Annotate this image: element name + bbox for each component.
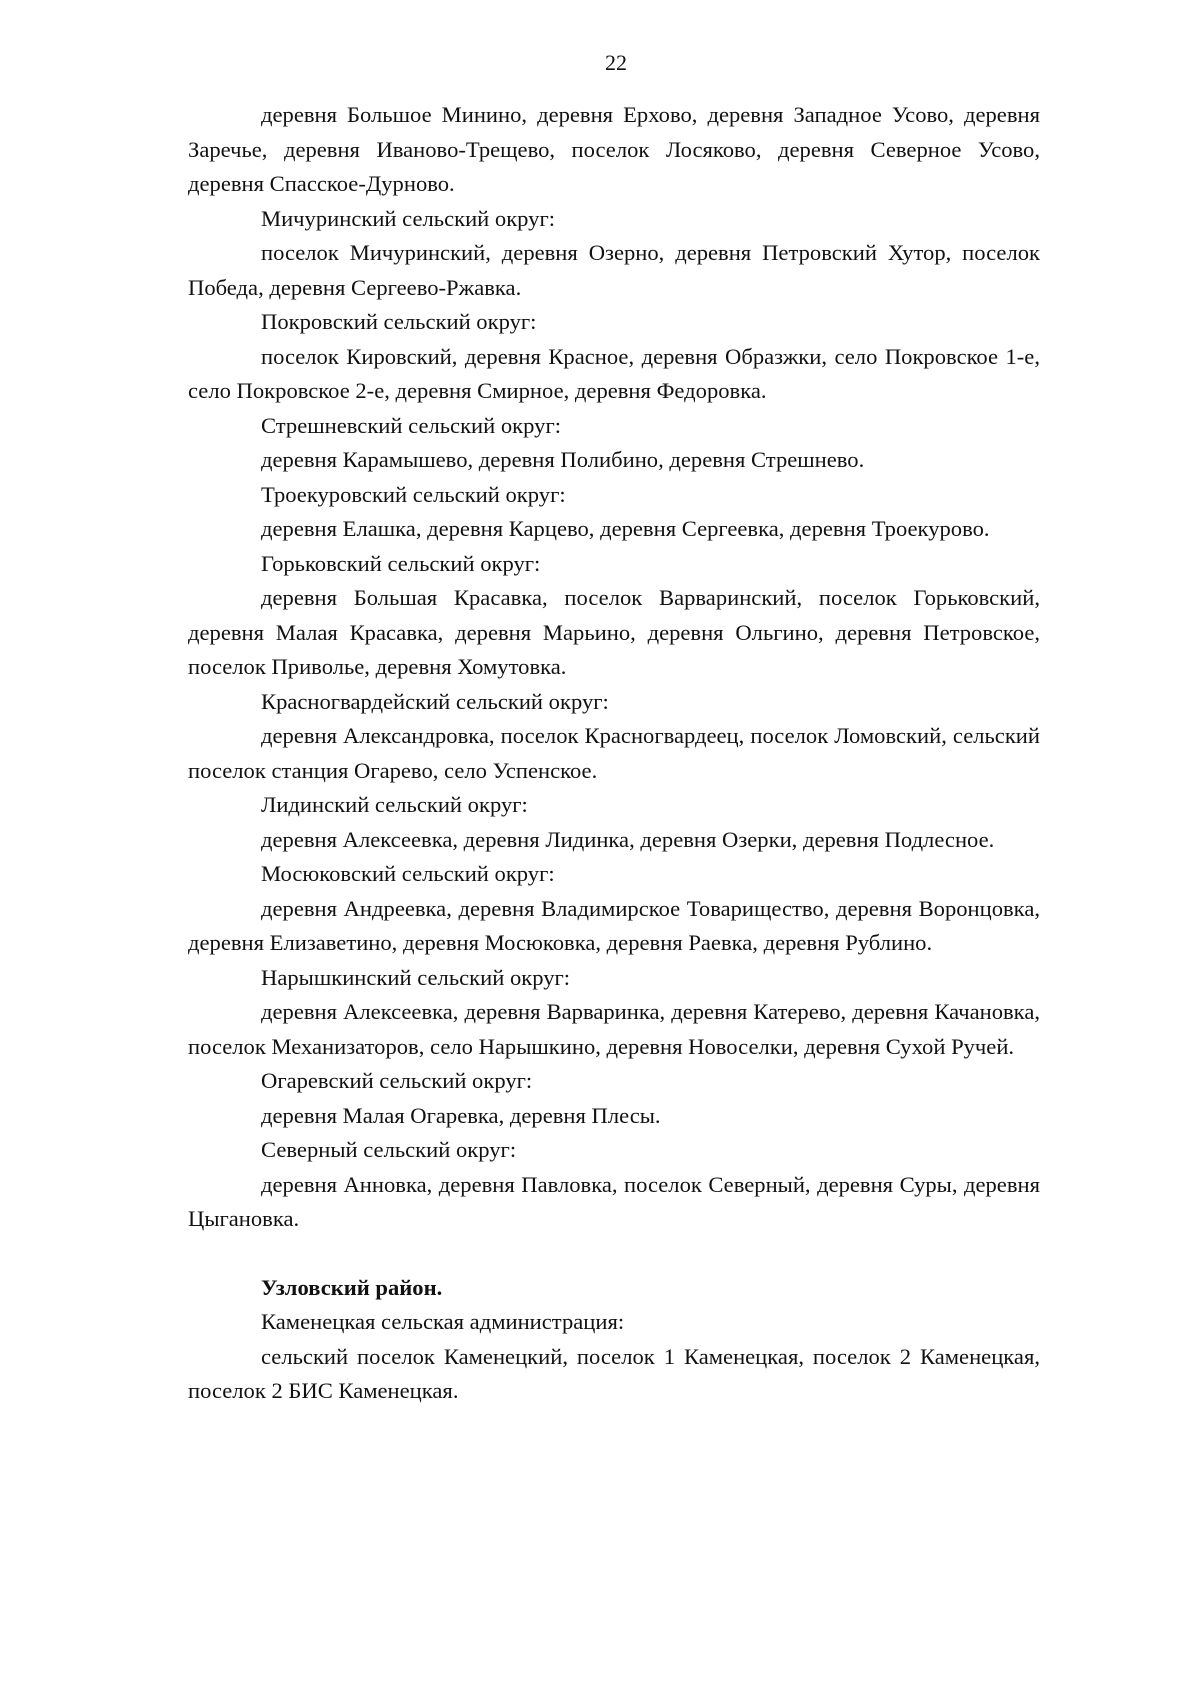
heading-severny-okrug: Северный сельский округ: — [261, 1137, 517, 1162]
heading-streshnevsky-okrug: Стрешневский сельский округ: — [261, 412, 561, 438]
heading-lidinsky-okrug: Лидинский сельский округ: — [261, 792, 528, 817]
document-body — [188, 98, 1040, 1409]
paragraph-settlements: деревня Малая Огаревка, деревня Плесы. — [261, 1102, 661, 1128]
heading-krasnogvardeysky-okrug: Красногвардейский сельский округ: — [261, 688, 609, 714]
paragraph-settlements: поселок Мичуринский, деревня Озерно, деревня Петровский Хутор, поселок Победа, деревня Сергеево-Ржавка. — [188, 240, 1040, 300]
heading-pokrovsky-okrug: Покровский сельский округ: — [261, 309, 537, 334]
paragraph-settlements: деревня Карамышево, деревня Полибино, деревня Стрешнево. — [261, 447, 865, 472]
heading-michurinsky-okrug: Мичуринский сельский округ: — [261, 205, 556, 231]
paragraph-settlements: деревня Алексеевка, деревня Варваринка, деревня Катерево, деревня Качановка, поселок Механизаторов, село Нарышкино, деревня Новоселки, деревня Сухой Ручей. — [188, 999, 1040, 1059]
paragraph-settlements: поселок Кировский, деревня Красное, деревня Образжки, село Покровское 1-е, село Покровское 2-е, деревня Смирное, деревня Федоровка. — [188, 343, 1040, 403]
paragraph-settlements: деревня Анновка, деревня Павловка, поселок Северный, деревня Суры, деревня Цыгановка. — [188, 1171, 1040, 1231]
heading-mosyukovsky-okrug: Мосюковский сельский округ: — [261, 861, 555, 886]
heading-gorkovsky-okrug: Горьковский сельский округ: — [261, 550, 541, 576]
paragraph-settlements: сельский поселок Каменецкий, поселок 1 Каменецкая, поселок 2 Каменецкая, поселок 2 БИС Каменецкая. — [188, 1343, 1040, 1403]
paragraph-settlements: деревня Александровка, поселок Красногвардеец, поселок Ломовский, сельский поселок станция Огарево, село Успенское. — [188, 723, 1040, 783]
paragraph-settlements: деревня Большое Минино, деревня Ерхово, деревня Западное Усово, деревня Заречье, деревня Иваново-Трещево, поселок Лосяково, деревня Северное Усово, деревня Спасское-Дурново. — [188, 102, 1040, 196]
paragraph-settlements: деревня Большая Красавка, поселок Варваринский, поселок Горьковский, деревня Малая Красавка, деревня Марьино, деревня Ольгино, деревня Петровское, поселок Приволье, деревня Хомутовка. — [188, 585, 1040, 679]
district-title-uzlovsky: Узловский район. — [261, 1274, 443, 1300]
heading-ogarevsky-okrug: Огаревский сельский округ: — [261, 1068, 533, 1093]
heading-naryshkinsky-okrug: Нарышкинский сельский округ: — [261, 964, 571, 990]
paragraph-settlements: деревня Андреевка, деревня Владимирское Товарищество, деревня Воронцовка, деревня Елизаветино, деревня Мосюковка, деревня Раевка, деревня Рублино. — [188, 895, 1040, 955]
heading-troekurovsky-okrug: Троекуровский сельский округ: — [261, 481, 566, 507]
heading-kamenetskaya-administration: Каменецкая сельская администрация: — [261, 1309, 625, 1334]
paragraph-settlements: деревня Алексеевка, деревня Лидинка, деревня Озерки, деревня Подлесное. — [261, 826, 995, 852]
page-number: 22 — [605, 50, 627, 75]
paragraph-settlements: деревня Елашка, деревня Карцево, деревня Сергеевка, деревня Троекурово. — [261, 516, 990, 541]
